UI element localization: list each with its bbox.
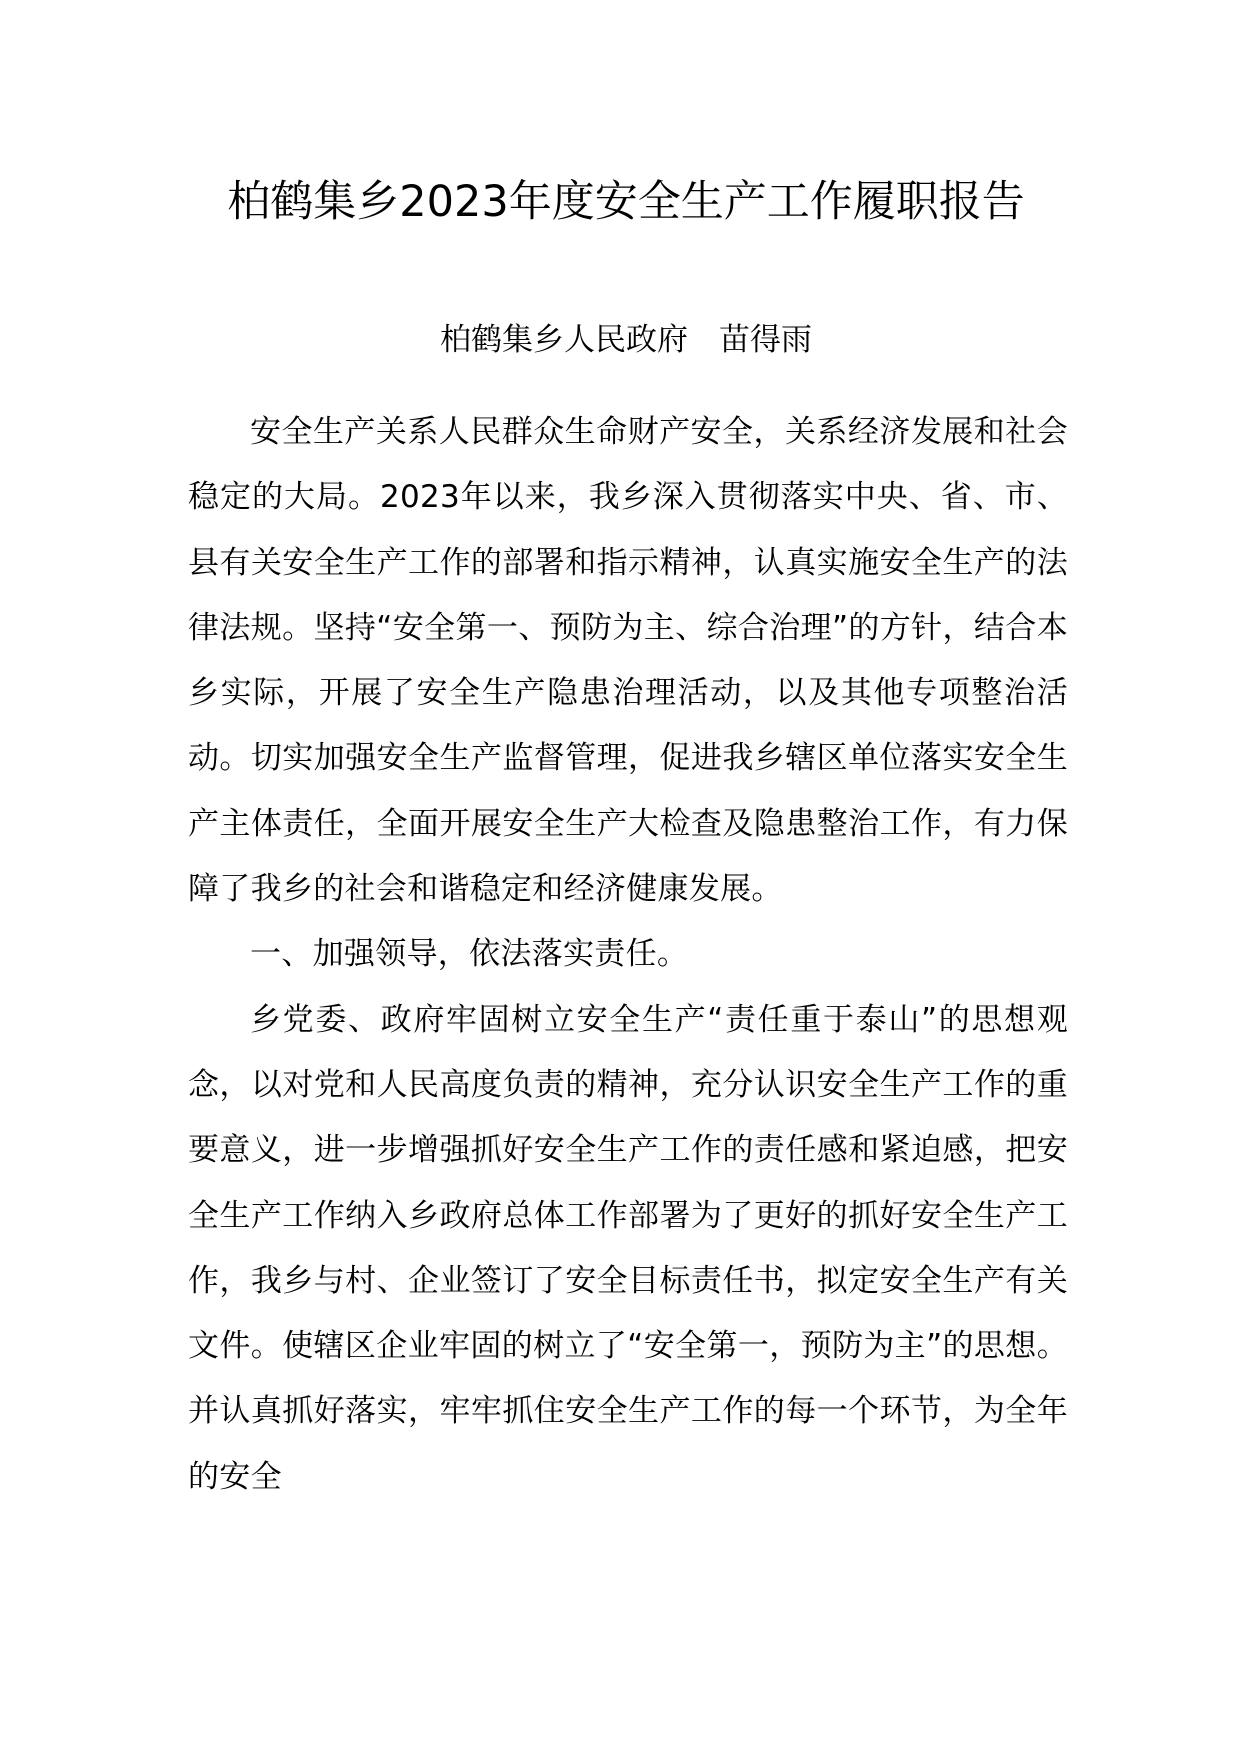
author-byline: 柏鹤集乡人民政府 苗得雨 [440,322,812,358]
section-heading-1: 一、加强领导，依法落实责任。 [250,936,689,973]
paragraph-intro: 安全生产关系人民群众生命财产安全，关系经济发展和社会稳定的大局。2023年以来，我乡深入贯彻落实中央、省、市、县有关安全生产工作的部署和指示精神，认真实施安全生产的法律法规。坚持“安全第一、预防为主、综合治理”的方针，结合本乡实际，开展了安全生产隐患治理活动，以及其他专项整治活动。切实加强安全生产监督管理，促进我乡辖区单位落实安全生产主体责任，全面开展安全生产大检查及隐患整治工作，有力保障了我乡的社会和谐稳定和经济健康发展。 [188,414,1068,908]
document-title: 柏鹤集乡2023年度安全生产工作履职报告 [227,177,1025,227]
document-body [188,400,1068,1510]
paragraph-section-1: 乡党委、政府牢固树立安全生产“责任重于泰山”的思想观念，以对党和人民高度负责的精神，充分认识安全生产工作的重要意义，进一步增强抓好安全生产工作的责任感和紧迫感，把安全生产工作纳入乡政府总体工作部署为了更好的抓好安全生产工作，我乡与村、企业签订了安全目标责任书，拟定安全生产有关文件。使辖区企业牢固的树立了“安全第一，预防为主”的思想。并认真抓好落实，牢牢抓住安全生产工作的每一个环节，为全年的安全 [188,1001,1068,1495]
